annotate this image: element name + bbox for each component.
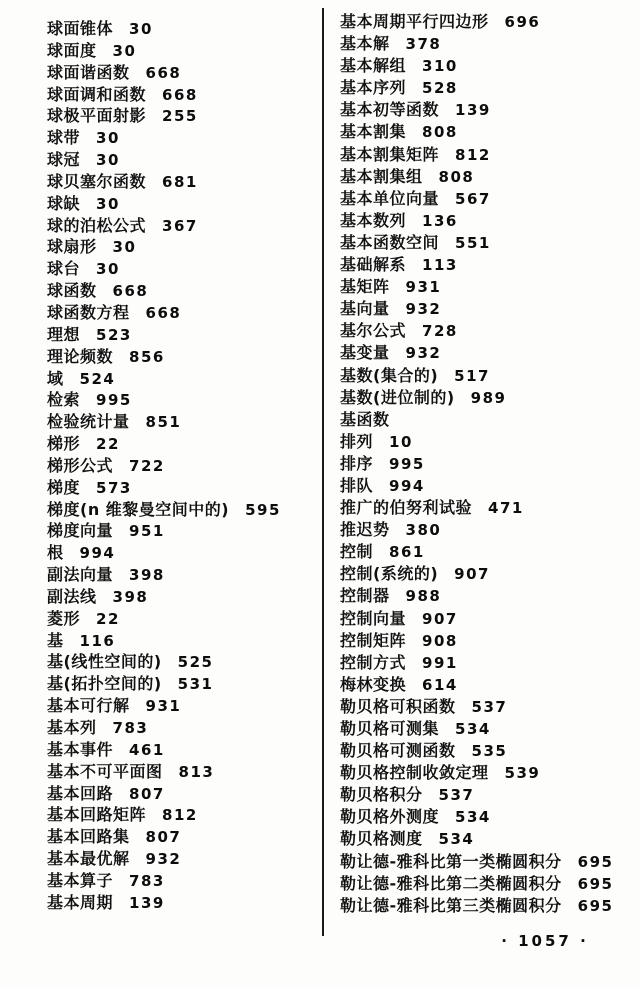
entry-term: 基尔公式 [340,321,407,341]
entry-term: 基本割集 [340,122,407,142]
index-entry [340,475,635,497]
index-entry [340,784,635,806]
entry-page-number: 537 [438,786,475,805]
index-entry [340,806,635,828]
entry-term: 域 [47,368,64,388]
index-entry [47,630,317,652]
index-entry [340,77,635,99]
index-entry [47,608,317,630]
entry-term: 检索 [47,390,81,410]
entry-page-number: 461 [129,740,165,759]
index-entry [47,171,317,193]
index-entry [340,851,635,873]
entry-page-number: 523 [96,325,132,344]
entry-page-number: 30 [112,238,137,257]
entry-term: 基 [47,630,64,650]
entry-term: 基本解组 [340,56,407,76]
entry-term: 排队 [340,475,374,495]
entry-term: 基本回路矩阵 [47,805,147,825]
entry-page-number: 595 [245,500,281,519]
entry-term: 球函数 [47,281,97,301]
entry-term: 控制 [340,542,374,562]
entry-page-number: 951 [129,522,165,541]
entry-term: 基函数 [340,409,390,429]
entry-page-number: 995 [389,454,425,473]
index-entry [47,783,317,805]
entry-term: 推广的伯努利试验 [340,498,473,518]
index-entry [340,210,635,232]
entry-page-number: 681 [162,172,198,191]
index-column-left [47,18,317,914]
index-entry [340,387,635,409]
entry-page-number: 907 [454,565,490,584]
entry-page-number: 668 [145,63,182,82]
entry-page-number: 995 [96,391,132,410]
entry-term: 勒让德-雅科比第三类椭圆积分 [340,895,562,915]
index-entry [47,695,317,717]
entry-page-number: 30 [112,41,137,60]
entry-page-number: 668 [145,303,182,322]
entry-term: 基本回路 [47,783,114,803]
entry-term: 控制器 [340,586,390,606]
entry-page-number: 22 [96,609,120,628]
entry-page-number: 537 [471,697,508,716]
entry-page-number: 539 [504,764,541,783]
entry-page-number: 695 [577,896,614,915]
entry-page-number: 398 [112,587,149,606]
index-entry [47,892,317,914]
index-entry [47,499,317,521]
index-entry [340,519,635,541]
index-entry [340,895,635,917]
entry-page-number: 524 [79,369,116,388]
entry-term: 勒贝格可测函数 [340,741,456,761]
entry-term: 梯度向量 [47,521,114,541]
entry-page-number: 10 [389,432,413,451]
entry-page-number: 367 [162,216,198,235]
index-entry [340,99,635,121]
entry-page-number: 525 [177,653,214,672]
index-entry [340,365,635,387]
entry-page-number: 851 [145,413,182,432]
entry-term: 控制向量 [340,608,407,628]
entry-term: 基础解系 [340,255,407,275]
index-entry [340,431,635,453]
index-entry [340,608,635,630]
index-entry [47,193,317,215]
entry-page-number: 807 [129,784,165,803]
entry-page-number: 932 [405,344,442,363]
index-entry [340,828,635,850]
entry-term: 基本不可平面图 [47,761,163,781]
entry-page-number: 808 [438,167,475,186]
index-entry [340,254,635,276]
entry-term: 基本解 [340,34,390,54]
index-entry [340,630,635,652]
index-entry [47,258,317,280]
index-entry [47,40,317,62]
entry-term: 基矩阵 [340,277,390,297]
entry-term: 球缺 [47,193,81,213]
entry-term: 基本割集组 [340,166,423,186]
page-number: · 1057 · [501,932,589,950]
entry-page-number: 551 [455,233,491,252]
entry-page-number: 722 [129,456,165,475]
index-entry [47,673,317,695]
entry-term: 理论频数 [47,346,114,366]
index-entry [340,762,635,784]
entry-page-number: 931 [145,697,182,716]
entry-page-number: 808 [422,123,458,142]
entry-page-number: 528 [422,79,458,98]
index-entry [340,585,635,607]
entry-page-number: 398 [129,566,165,585]
entry-term: 梯度(n 维黎曼空间中的) [47,499,230,519]
entry-term: 梯度 [47,477,81,497]
index-entry [340,55,635,77]
index-entry [47,18,317,40]
entry-page-number: 728 [422,322,458,341]
entry-term: 球台 [47,259,81,279]
entry-page-number: 994 [389,476,425,495]
index-entry [47,236,317,258]
entry-page-number: 534 [455,808,491,827]
entry-page-number: 908 [422,631,458,650]
entry-term: 基向量 [340,299,390,319]
index-entry [340,144,635,166]
entry-term: 控制(系统的) [340,564,439,584]
index-entry [340,11,635,33]
entry-page-number: 30 [96,151,120,170]
entry-term: 基本函数空间 [340,232,440,252]
entry-page-number: 614 [422,675,458,694]
entry-term: 球面调和函数 [47,84,147,104]
index-entry [340,33,635,55]
entry-term: 基变量 [340,343,390,363]
entry-term: 勒贝格积分 [340,785,423,805]
entry-page-number: 907 [422,609,458,628]
index-entry [47,870,317,892]
entry-page-number: 668 [162,85,198,104]
entry-page-number: 783 [129,871,165,890]
index-entry [340,563,635,585]
index-entry [47,804,317,826]
entry-page-number: 380 [405,521,442,540]
entry-term: 梅林变换 [340,674,407,694]
index-entry [47,455,317,477]
index-entry [47,389,317,411]
entry-term: 基数(进位制的) [340,387,455,407]
index-entry [47,542,317,564]
entry-page-number: 534 [455,720,491,738]
entry-term: 基本数列 [340,210,407,230]
index-entry [47,520,317,542]
entry-page-number: 994 [79,544,116,563]
entry-term: 球贝塞尔函数 [47,171,147,191]
entry-term: 球面度 [47,40,97,60]
entry-page-number: 116 [79,631,116,650]
entry-term: 基(拓扑空间的) [47,674,162,694]
entry-page-number: 932 [405,300,442,319]
entry-page-number: 531 [177,675,214,694]
entry-term: 球的泊松公式 [47,215,147,235]
entry-term: 勒贝格可测集 [340,719,440,738]
entry-term: 勒让德-雅科比第一类椭圆积分 [340,851,562,871]
entry-page-number: 567 [455,189,491,208]
entry-page-number: 668 [112,282,149,301]
entry-term: 球面锥体 [47,19,114,38]
entry-term: 基(线性空间的) [47,652,162,672]
entry-page-number: 471 [488,499,524,518]
entry-term: 勒让德-雅科比第二类椭圆积分 [340,873,562,893]
index-entry [47,324,317,346]
entry-page-number: 696 [504,13,541,31]
entry-page-number: 989 [470,388,507,407]
entry-page-number: 861 [389,543,425,562]
index-entry [340,541,635,563]
entry-page-number: 30 [96,260,120,279]
entry-term: 控制方式 [340,652,407,672]
index-entry [340,166,635,188]
index-entry [340,409,635,431]
entry-page-number: 139 [129,893,165,912]
index-entry [340,276,635,298]
entry-page-number: 255 [162,107,198,126]
entry-term: 副法向量 [47,565,114,585]
entry-term: 梯形 [47,434,81,454]
entry-term: 控制矩阵 [340,630,407,650]
entry-term: 基本可行解 [47,696,130,716]
entry-term: 基本割集矩阵 [340,144,440,164]
index-entry [340,497,635,519]
entry-term: 推迟势 [340,520,390,540]
entry-term: 基本周期平行四边形 [340,12,489,31]
entry-page-number: 931 [405,278,442,297]
index-entry [47,127,317,149]
entry-page-number: 113 [422,256,458,275]
entry-term: 基本最优解 [47,849,130,869]
entry-term: 基本算子 [47,870,114,890]
entry-page-number: 534 [438,830,475,849]
index-entry [47,302,317,324]
entry-page-number: 30 [96,194,120,213]
index-entry [340,873,635,895]
index-entry [47,477,317,499]
entry-page-number: 139 [455,101,491,120]
entry-term: 基本序列 [340,78,407,98]
entry-term: 勒贝格外测度 [340,807,440,827]
index-entry [340,342,635,364]
index-entry [47,411,317,433]
entry-term: 排列 [340,431,374,451]
index-entry [47,564,317,586]
entry-page-number: 535 [471,742,508,761]
index-entry [340,674,635,696]
entry-page-number: 310 [422,57,458,76]
entry-term: 基本列 [47,718,97,737]
entry-term: 球扇形 [47,237,97,257]
entry-term: 勒贝格控制收敛定理 [340,763,489,783]
column-divider-rule [322,8,324,936]
entry-term: 球带 [47,128,81,148]
entry-term: 勒贝格测度 [340,829,423,849]
entry-term: 基本周期 [47,892,114,912]
index-entry [47,280,317,302]
entry-term: 基本单位向量 [340,188,440,208]
entry-term: 基本回路集 [47,827,130,847]
entry-page-number: 378 [405,35,442,54]
index-entry [340,232,635,254]
entry-term: 菱形 [47,608,81,628]
index-entry [340,652,635,674]
entry-page-number: 22 [96,435,120,454]
entry-page-number: 812 [455,145,491,164]
index-entry [340,320,635,342]
entry-term: 理想 [47,324,81,344]
entry-page-number: 573 [96,478,132,497]
entry-term: 球面谐函数 [47,62,130,82]
entry-term: 梯形公式 [47,455,114,475]
entry-page-number: 30 [129,20,153,38]
entry-page-number: 30 [96,129,120,148]
index-entry [340,718,635,740]
index-entry [340,121,635,143]
index-entry [47,717,317,739]
entry-page-number: 932 [145,850,182,869]
entry-page-number: 517 [454,366,490,385]
entry-page-number: 856 [129,347,165,366]
index-entry [47,761,317,783]
index-entry [47,215,317,237]
entry-term: 基本初等函数 [340,100,440,120]
entry-page-number: 813 [178,762,215,781]
index-entry [47,739,317,761]
index-entry [47,433,317,455]
entry-page-number: 988 [405,587,442,606]
index-entry [47,84,317,106]
index-entry [340,696,635,718]
index-entry [47,105,317,127]
entry-term: 球冠 [47,150,81,170]
entry-term: 副法线 [47,586,97,606]
entry-term: 勒贝格可积函数 [340,696,456,716]
index-entry [47,848,317,870]
entry-term: 根 [47,543,64,563]
entry-term: 基本事件 [47,739,114,759]
entry-page-number: 812 [162,806,198,825]
index-entry [47,346,317,368]
entry-term: 球极平面射影 [47,106,147,126]
entry-term: 基数(集合的) [340,365,439,385]
entry-term: 排序 [340,453,374,473]
entry-term: 球函数方程 [47,302,130,322]
entry-page-number: 136 [422,211,458,230]
index-entry [340,188,635,210]
index-entry [47,586,317,608]
entry-term: 检验统计量 [47,412,130,432]
index-entry [47,368,317,390]
index-entry [340,453,635,475]
entry-page-number: 695 [577,874,614,893]
index-entry [47,651,317,673]
entry-page-number: 695 [577,852,614,871]
index-entry [47,149,317,171]
index-entry [340,740,635,762]
entry-page-number: 783 [112,719,149,737]
index-column-right [340,11,635,917]
entry-page-number: 807 [145,828,182,847]
index-entry [47,62,317,84]
index-entry [340,298,635,320]
entry-page-number: 991 [422,653,458,672]
index-entry [47,826,317,848]
